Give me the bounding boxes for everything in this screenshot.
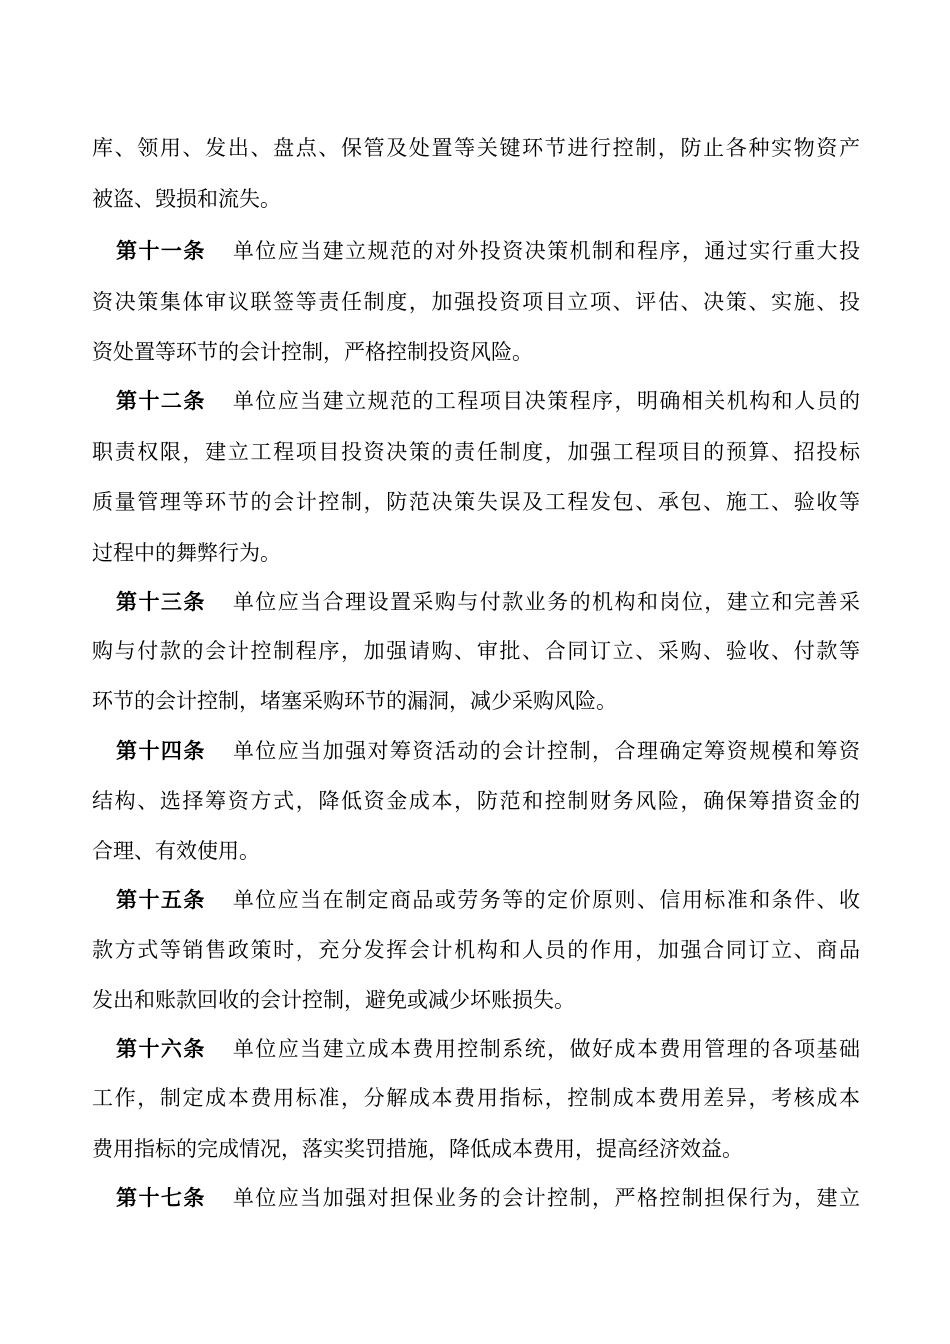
line-text: 被盗、毁损和流失。: [92, 187, 281, 211]
line-text: 结构、选择筹资方式，降低资金成本，防范和控制财务风险，确保筹措资金的: [92, 789, 860, 813]
text-line: [92, 626, 860, 676]
text-line: [92, 776, 860, 826]
text-line: [92, 528, 860, 578]
text-line: [92, 676, 860, 726]
line-text: 工作，制定成本费用标准，分解成本费用指标，控制成本费用差异，考核成本: [92, 1086, 860, 1110]
line-text: 质量管理等环节的会计控制，防范决策失误及工程发包、承包、施工、验收等: [92, 490, 860, 514]
article-number: 第十一条: [116, 238, 206, 263]
line-text: 单位应当在制定商品或劳务等的定价原则、信用标准和条件、收: [232, 888, 860, 912]
article-line: [116, 577, 860, 627]
article-line: [116, 1173, 860, 1223]
text-line: [92, 925, 860, 975]
text-line: [92, 123, 860, 173]
line-text: 资决策集体审议联签等责任制度，加强投资项目立项、评估、决策、实施、投: [92, 290, 860, 314]
line-text: 单位应当建立成本费用控制系统，做好成本费用管理的各项基础: [232, 1037, 860, 1061]
text-line: [92, 1073, 860, 1123]
line-text: 发出和账款回收的会计控制，避免或减少坏账损失。: [92, 988, 575, 1012]
text-line: [92, 277, 860, 327]
text-line: [92, 427, 860, 477]
article-line: [116, 726, 860, 776]
line-text: 费用指标的完成情况，落实奖罚措施，降低成本费用，提高经济效益。: [92, 1137, 743, 1161]
article-number: 第十七条: [116, 1185, 206, 1210]
line-text: 职责权限，建立工程项目投资决策的责任制度，加强工程项目的预算、招投标: [92, 440, 860, 464]
line-text: 合理、有效使用。: [92, 839, 260, 863]
article-number: 第十三条: [116, 589, 206, 614]
text-line: [92, 975, 860, 1025]
line-text: 单位应当建立规范的对外投资决策机制和程序，通过实行重大投: [232, 239, 860, 263]
text-line: [92, 174, 860, 224]
article-number: 第十六条: [116, 1036, 206, 1061]
line-text: 资处置等环节的会计控制，严格控制投资风险。: [92, 340, 533, 364]
line-text: 过程中的舞弊行为。: [92, 541, 281, 565]
text-line: [92, 826, 860, 876]
article-number: 第十二条: [116, 388, 206, 413]
article-line: [116, 1024, 860, 1074]
article-line: [116, 376, 860, 426]
line-text: 单位应当建立规范的工程项目决策程序，明确相关机构和人员的: [232, 389, 860, 413]
line-text: 购与付款的会计控制程序，加强请购、审批、合同订立、采购、验收、付款等: [92, 639, 860, 663]
line-text: 单位应当加强对筹资活动的会计控制，合理确定筹资规模和筹资: [232, 739, 860, 763]
line-text: 单位应当加强对担保业务的会计控制，严格控制担保行为，建立: [232, 1186, 860, 1210]
line-text: 环节的会计控制，堵塞采购环节的漏洞，减少采购风险。: [92, 689, 617, 713]
article-line: [116, 226, 860, 276]
text-line: [92, 1124, 860, 1174]
line-text: 款方式等销售政策时，充分发挥会计机构和人员的作用，加强合同订立、商品: [92, 938, 860, 962]
text-line: [92, 327, 860, 377]
article-line: [116, 875, 860, 925]
text-line: [92, 477, 860, 527]
article-number: 第十四条: [116, 738, 206, 763]
line-text: 单位应当合理设置采购与付款业务的机构和岗位，建立和完善采: [232, 590, 860, 614]
line-text: 库、领用、发出、盘点、保管及处置等关键环节进行控制，防止各种实物资产: [92, 136, 860, 160]
article-number: 第十五条: [116, 887, 206, 912]
